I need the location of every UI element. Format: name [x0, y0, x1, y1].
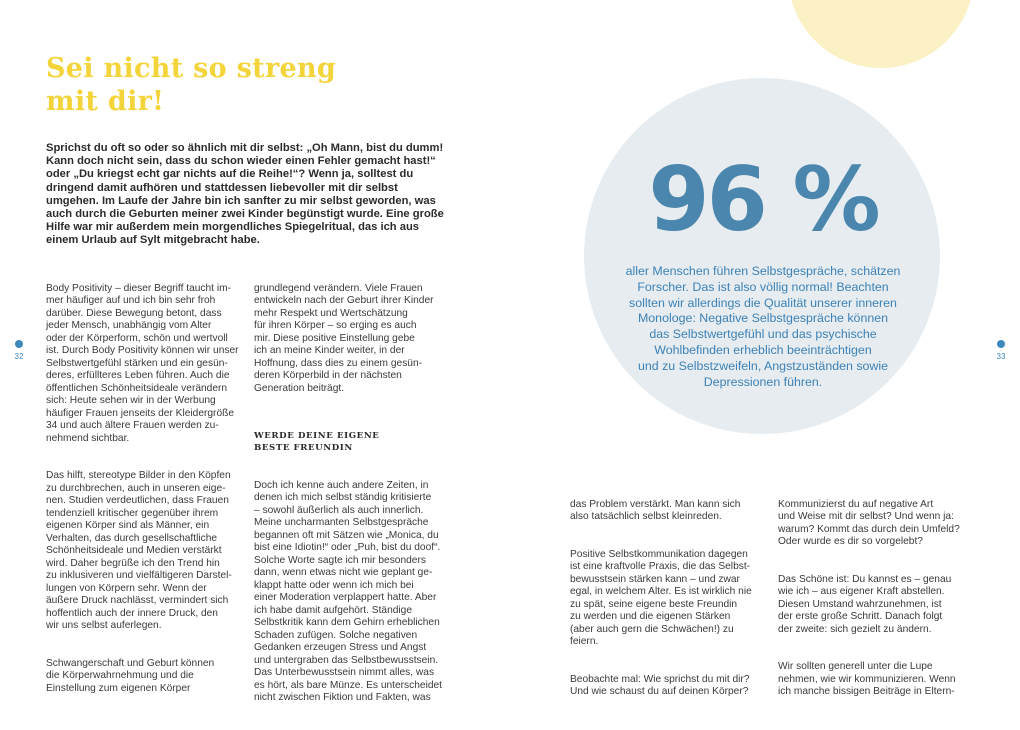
column1-paragraph-1: Body Positivity – dieser Begriff taucht im- mer häufiger auf und ich bin sehr froh darüber. Diese Bewegung betont, dass jeder Mensch, unabhängig vom Alter oder der Körperform, schön und wertvoll ist. Durch Body Positivity können wir unser Selbstwertgefühl stärken und ein gesün- deres, erfüllteres Leben führen. Auch die öffentlichen Schönheitsideale verändern sich: Heute sehen wir in der Werbung häufiger Frauen jenseits der Kleidergröße 34 und auch ältere Frauen werden zu- nehmend sichtbar. [46, 282, 239, 444]
column4-paragraph-1: Kommunizierst du auf negative Art und Weise mit dir selbst? Und wenn ja: warum? Kommt das durch dein Umfeld? Oder wurde es dir so vorgelebt? [778, 498, 960, 547]
page-dot-icon [997, 340, 1005, 348]
stat-caption: aller Menschen führen Selbstgespräche, schätzen Forscher. Das ist also völlig normal! Beachten sollten wir allerdings die Qualität unserer inneren Monologe: Negative Selbstgespräche können das Selbstwertgefühl und das psychische Wohlbefinden erheblich beeinträchtigen und zu Selbstzweifeln, Angstzuständen sowie Depressionen führen. [625, 264, 901, 389]
column1-paragraph-3: Schwangerschaft und Geburt können die Körperwahrnehmung und die Einstellung zum eigenen Körper [46, 657, 215, 694]
page-marker-left [11, 340, 27, 361]
column3-paragraph-2: Positive Selbstkommunikation dagegen ist eine kraftvolle Praxis, die das Selbst- bewusstsein stärken kann – und zwar egal, in welchem Alter. Es ist wirklich nie zu spät, seine eigene beste Freundin zu werden und die eigenen Stärken (aber auch gern die Schwächen!) zu feiern. [570, 548, 752, 647]
headline [46, 52, 406, 118]
headline-line-1: Sei nicht so streng [46, 53, 337, 84]
column2-paragraph-2: Doch ich kenne auch andere Zeiten, in denen ich mich selbst ständig kritisierte – sowohl äußerlich als auch innerlich. Meine uncharmanten Selbstgespräche begannen oft mit Sätzen wie „Monica, du bist eine Idiotin!“ oder „Puh, bist du doof“. Solche Worte sagte ich mir besonders dann, wenn etwas nicht wie geplant ge- klappt hatte oder wenn ich mich bei einer Moderation verplappert hatte. Aber ich habe damit aufgehört. Ständige Selbstkritik kann dem Gehirn erheblichen Schaden zufügen. Solche negativen Gedanken erzeugen Stress und Angst und untergraben das Selbstbewusstsein. Das Unterbewusstsein nimmt alles, was es hört, als bare Münze. Es unterscheidet nicht zwischen Fiktion und Fakten, was [254, 479, 443, 703]
section-subheading: WERDE DEINE EIGENE BESTE FREUNDIN [254, 431, 380, 453]
column4-paragraph-2: Das Schöne ist: Du kannst es – genau wie ich – aus eigener Kraft abstellen. Diesen Umstand wahrzunehmen, ist der erste große Schritt. Danach folgt der zweite: sich gezielt zu ändern. [778, 573, 952, 635]
decorative-yellow-circle [788, 0, 974, 68]
intro-paragraph: Sprichst du oft so oder so ähnlich mit dir selbst: „Oh Mann, bist du dumm! Kann doch nicht sein, dass du schon wieder einen Fehler gemacht hast!“ oder „Du kriegst echt gar nichts auf die Reihe!“? Wenn ja, solltest du dringend damit aufhören und stattdessen liebevoller mit dir selbst umgehen. Im Laufe der Jahre bin ich sanfter zu mir selbst geworden, was auch durch die Geburten meiner zwei Kinder begünstigt wurde. Eine große Hilfe war mir außerdem mein morgendliches Spiegelritual, das ich aus einem Urlaub auf Sylt mitgebracht habe. [46, 142, 444, 247]
column4-paragraph-3: Wir sollten generell unter die Lupe nehmen, wie wir kommunizieren. Wenn ich manche bissigen Beiträge in Eltern- [778, 661, 956, 697]
text-column-1 [46, 270, 246, 720]
column2-paragraph-1: grundlegend verändern. Viele Frauen entwickeln nach der Geburt ihrer Kinder mehr Respekt und Wertschätzung für ihren Körper – so erging es auch mir. Diese positive Einstellung gebe ich an meine Kinder weiter, in der Hoffnung, dass dies zu einem gesün- deren Körperbild in der nächsten Generation beiträgt. [254, 282, 434, 394]
page-number-left: 32 [14, 352, 24, 361]
headline-line-2: mit dir! [46, 86, 165, 117]
stat-number: 96 % [648, 148, 878, 251]
text-column-3 [570, 486, 770, 724]
text-column-2 [254, 270, 454, 730]
page-dot-icon [15, 340, 23, 348]
column3-paragraph-3: Beobachte mal: Wie sprichst du mit dir? Und wie schaust du auf deinen Körper? [570, 673, 750, 697]
column1-paragraph-2: Das hilft, stereotype Bilder in den Köpfen zu durchbrechen, auch in unseren eige- nen. Studien verdeutlichen, dass Frauen tendenziell kritischer gegenüber ihrem eigenen Körper sind als Männer, ein Verhalten, das durch gesellschaftliche Schönheitsideale und Medien verstärkt wird. Daher begrüße ich den Trend hin zu inklusiveren und vielfältigeren Darstel- lungen von Körpern sehr. Wenn der äußere Druck nachlässt, vermindert sich hoffentlich auch der innere Druck, den wir uns selbst auferlegen. [46, 470, 232, 631]
column3-paragraph-1: das Problem verstärkt. Man kann sich also tatsächlich selbst kleinreden. [570, 498, 741, 522]
page-number-right: 33 [996, 352, 1006, 361]
page-marker-right [993, 340, 1009, 361]
text-column-4 [778, 486, 978, 724]
